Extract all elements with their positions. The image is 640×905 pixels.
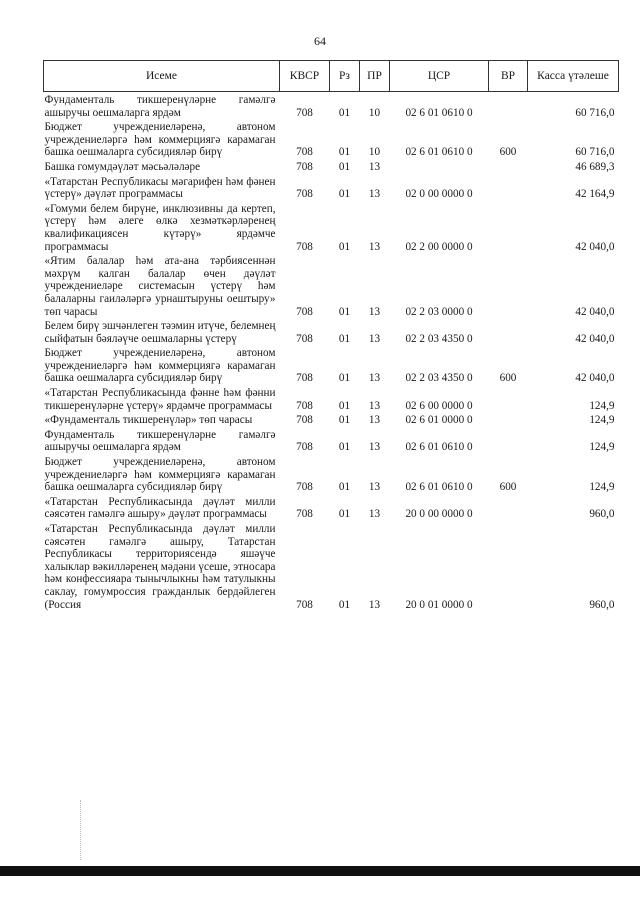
row-vr (489, 427, 528, 454)
table-row (44, 454, 619, 494)
row-pr: 13 (368, 160, 381, 173)
row-pr: 13 (368, 332, 381, 345)
row-amount: 124,9 (589, 399, 615, 412)
header-pr: ПР (360, 61, 390, 92)
row-rz: 01 (338, 598, 351, 611)
table-row (44, 201, 619, 253)
row-name: Фундаменталь тикшеренүләрне гамәлгә ашыручы оешмаларга ярдәм (44, 428, 276, 454)
row-rz: 01 (338, 160, 351, 173)
row-amount: 124,9 (589, 481, 615, 494)
row-pr: 13 (368, 508, 381, 521)
table-row (44, 427, 619, 454)
row-pr: 13 (368, 240, 381, 253)
scan-artifact (80, 800, 82, 860)
row-pr: 13 (368, 372, 381, 385)
row-kvsr: 708 (296, 481, 313, 494)
row-vr: 600 (499, 481, 517, 494)
row-kvsr: 708 (296, 598, 313, 611)
header-rz: Рз (330, 61, 360, 92)
row-name: «Фундаменталь тикшеренүләр» төп чарасы (44, 414, 253, 427)
row-csr: 02 6 00 0000 0 (405, 399, 473, 412)
table-row (44, 345, 619, 385)
row-amount: 960,0 (589, 598, 615, 611)
row-kvsr: 708 (296, 146, 313, 159)
table-row (44, 318, 619, 345)
header-name: Исеме (44, 61, 280, 92)
header-csr: ЦСР (390, 61, 489, 92)
row-csr: 20 0 00 0000 0 (405, 508, 473, 521)
row-amount: 42 040,0 (575, 372, 615, 385)
row-rz: 01 (338, 508, 351, 521)
row-vr: 600 (499, 146, 517, 159)
row-name: «Гомуми белем бирүне, инклюзивны да кертеп, үстерү һәм әлеге өлкә хезмәткәрләренең квалификациясен күтәрү» ярдәмче программасы (44, 202, 276, 253)
row-vr (489, 92, 528, 120)
table-row (44, 119, 619, 159)
row-name: «Ятим балалар һәм ата-ана тәрбиясеннән мәхрүм калган балалар өчен дәүләт учреждениеләре системасын үстерү һәм балаларны гаиләләргә урнаштыруны оештыру» төп чарасы (44, 255, 276, 318)
row-pr: 13 (368, 305, 381, 318)
table-row (44, 174, 619, 201)
row-kvsr: 708 (296, 160, 313, 173)
row-name: Белем бирү эшчәнлеген тәэмин итүче, белемнең сыйфатын бәяләүче оешмаларны үстерү (44, 320, 276, 345)
row-csr: 02 2 03 0000 0 (405, 305, 473, 318)
row-vr (489, 521, 528, 611)
scan-border-bar (0, 866, 640, 876)
row-name: «Татарстан Республикасында фәнне һәм фәнни тикшеренүләрне үстерү» ярдәмче программасы (44, 387, 276, 412)
row-csr: 02 6 01 0610 0 (405, 146, 473, 159)
row-amount: 42 040,0 (575, 240, 615, 253)
row-pr: 13 (368, 481, 381, 494)
row-name: «Татарстан Республикасында дәүләт милли сәясәтен гамәлгә ашыру» дәүләт программасы (44, 495, 276, 521)
row-kvsr: 708 (296, 372, 313, 385)
row-amount: 60 716,0 (575, 106, 615, 119)
row-name: Бюджет учреждениеләренә, автоном учреждениеләргә һәм коммерциягә карамаган башка оешмаларга субсидияләр бирү (44, 347, 276, 385)
row-vr (489, 174, 528, 201)
row-pr: 10 (368, 106, 381, 119)
table-header-row (44, 61, 619, 92)
page-number: 64 (314, 34, 326, 48)
row-kvsr: 708 (296, 508, 313, 521)
row-rz: 01 (338, 106, 351, 119)
row-name: «Татарстан Республикасында дәүләт милли сәясәтен гамәлгә ашыру, Татарстан Республикасы территориясендә яшәүче халыклар вәкилләренең мәдәни үсеше, этносара һәм конфессияара тынычлыкны һәм татулыкны саклау, гомумроссия гражданлык бердәйлеген (Россия (44, 523, 276, 611)
header-vr: ВР (489, 61, 528, 92)
row-rz: 01 (338, 332, 351, 345)
table-row (44, 92, 619, 120)
row-rz: 01 (338, 305, 351, 318)
row-csr: 02 2 03 4350 0 (405, 332, 473, 345)
row-amount: 42 040,0 (575, 332, 615, 345)
table-body (44, 92, 619, 612)
row-csr: 02 2 00 0000 0 (405, 240, 473, 253)
table-row (44, 412, 619, 427)
row-pr: 10 (368, 146, 381, 159)
row-name: Бюджет учреждениеләренә, автоном учреждениеләргә һәм коммерциягә карамаган башка оешмаларга субсидияләр бирү (44, 456, 276, 494)
table-row (44, 159, 619, 174)
row-amount: 60 716,0 (575, 146, 615, 159)
row-pr: 13 (368, 598, 381, 611)
row-vr (489, 494, 528, 521)
row-vr (489, 201, 528, 253)
row-csr: 02 2 03 4350 0 (405, 372, 473, 385)
row-csr: 02 6 01 0000 0 (405, 414, 473, 427)
row-pr: 13 (368, 399, 381, 412)
row-pr: 13 (368, 414, 381, 427)
row-amount: 124,9 (589, 414, 615, 427)
row-kvsr: 708 (296, 399, 313, 412)
row-csr (390, 159, 489, 174)
row-vr (489, 159, 528, 174)
row-kvsr: 708 (296, 305, 313, 318)
row-kvsr: 708 (296, 441, 313, 454)
row-name: Фундаменталь тикшеренүләрне гамәлгә ашыручы оешмаларга ярдәм (44, 94, 276, 119)
row-kvsr: 708 (296, 188, 313, 201)
row-name: Башка гомумдәүләт мәсьәләләре (44, 160, 201, 173)
table-row (44, 385, 619, 412)
row-rz: 01 (338, 481, 351, 494)
row-vr (489, 253, 528, 318)
budget-table (43, 60, 619, 611)
row-vr (489, 412, 528, 427)
row-rz: 01 (338, 372, 351, 385)
header-kvsr: КВСР (280, 61, 330, 92)
row-csr: 20 0 01 0000 0 (405, 598, 473, 611)
row-pr: 13 (368, 441, 381, 454)
row-kvsr: 708 (296, 414, 313, 427)
row-amount: 960,0 (589, 508, 615, 521)
row-pr: 13 (368, 188, 381, 201)
row-rz: 01 (338, 441, 351, 454)
row-vr: 600 (499, 372, 517, 385)
row-rz: 01 (338, 240, 351, 253)
row-kvsr: 708 (296, 332, 313, 345)
row-rz: 01 (338, 188, 351, 201)
row-vr (489, 318, 528, 345)
row-kvsr: 708 (296, 240, 313, 253)
table-row (44, 253, 619, 318)
row-rz: 01 (338, 414, 351, 427)
row-csr: 02 6 01 0610 0 (405, 106, 473, 119)
row-name: Бюджет учреждениеләренә, автоном учреждениеләргә һәм коммерциягә карамаган башка оешмаларга субсидияләр бирү (44, 121, 276, 159)
row-name: «Татарстан Республикасы мәгарифен һәм фәнен үстерү» дәүләт программасы (44, 175, 276, 201)
header-kassa: Касса үтәлеше (528, 61, 619, 92)
table-row (44, 521, 619, 611)
row-amount: 46 689,3 (575, 160, 615, 173)
row-csr: 02 6 01 0610 0 (405, 441, 473, 454)
row-rz: 01 (338, 399, 351, 412)
row-amount: 42 040,0 (575, 305, 615, 318)
row-csr: 02 6 01 0610 0 (405, 481, 473, 494)
table-row (44, 494, 619, 521)
row-kvsr: 708 (296, 106, 313, 119)
row-vr (489, 385, 528, 412)
row-amount: 124,9 (589, 441, 615, 454)
row-amount: 42 164,9 (575, 188, 615, 201)
row-csr: 02 0 00 0000 0 (405, 188, 473, 201)
row-rz: 01 (338, 146, 351, 159)
